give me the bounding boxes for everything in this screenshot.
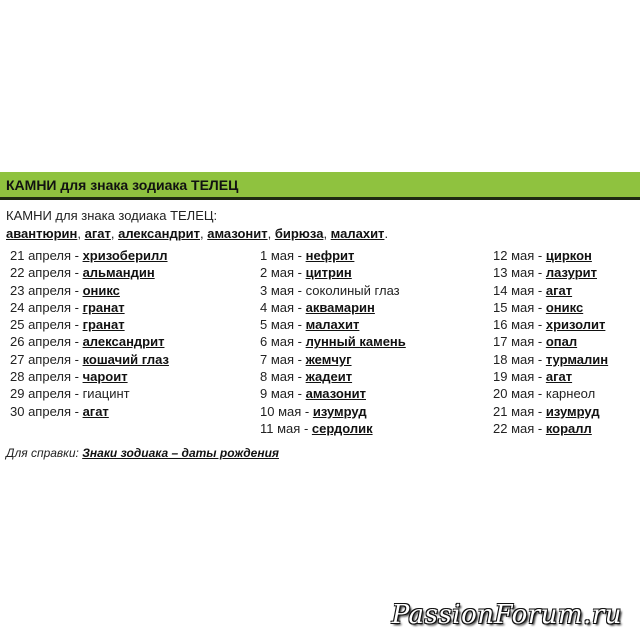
date-label: 5 мая <box>260 317 295 333</box>
stone-name[interactable]: агат <box>545 282 573 298</box>
dash-separator: - <box>71 248 83 263</box>
dash-separator: - <box>534 420 546 436</box>
date-label: 28 апреля <box>10 369 71 385</box>
stone-name[interactable]: изумруд <box>545 403 600 419</box>
dash-separator: - <box>534 351 546 367</box>
date-label: 1 мая <box>260 248 295 263</box>
dash-separator: - <box>71 299 83 315</box>
stone-name[interactable]: агат <box>82 403 109 419</box>
date-label: 10 мая <box>260 403 302 419</box>
date-stone-row <box>10 385 169 402</box>
date-label: 9 мая <box>260 386 295 402</box>
stone-name[interactable]: турмалин <box>545 351 609 367</box>
stone-name[interactable]: жадеит <box>305 369 353 385</box>
date-stone-row <box>260 299 406 316</box>
column-april <box>10 247 169 420</box>
stone-name[interactable]: чароит <box>82 369 128 385</box>
stone-name[interactable]: изумруд <box>312 403 367 419</box>
date-stone-row <box>10 264 169 281</box>
dash-separator: - <box>534 248 546 263</box>
stone-link[interactable]: амазонит <box>207 226 268 241</box>
dash-separator: - <box>294 351 306 367</box>
stone-name[interactable]: сердолик <box>311 420 373 436</box>
date-stone-row <box>493 403 608 420</box>
date-label: 13 мая <box>493 265 535 281</box>
stone-name[interactable]: жемчуг <box>305 351 352 367</box>
date-label: 29 апреля <box>10 386 71 402</box>
stone-name[interactable]: цитрин <box>305 265 352 281</box>
date-label: 30 апреля <box>10 403 71 419</box>
date-label: 24 апреля <box>10 299 71 315</box>
date-label: 11 мая <box>260 420 301 436</box>
date-stone-row <box>260 368 406 385</box>
date-label: 27 апреля <box>10 351 71 367</box>
dash-separator: - <box>534 334 546 350</box>
stone-name[interactable]: оникс <box>545 299 584 315</box>
stone-name[interactable]: малахит <box>305 317 360 333</box>
stone-name[interactable]: кошачий глаз <box>82 351 169 367</box>
date-stone-row <box>493 264 608 281</box>
stones-list <box>6 226 388 241</box>
stone-name[interactable]: амазонит <box>305 386 366 402</box>
date-label: 20 мая <box>493 386 535 402</box>
date-stone-row <box>260 282 406 299</box>
stone-name[interactable]: александрит <box>82 334 165 350</box>
dash-separator: - <box>294 369 306 385</box>
date-label: 7 мая <box>260 351 295 367</box>
stone-separator: , <box>110 226 119 241</box>
date-stone-row <box>260 403 406 420</box>
date-stone-row <box>10 403 169 420</box>
dash-separator: - <box>534 299 546 315</box>
stone-name[interactable]: гранат <box>82 299 125 315</box>
stone-separator: , <box>200 226 208 241</box>
reference-line <box>6 446 279 460</box>
date-label: 12 мая <box>493 248 535 263</box>
date-stone-row <box>10 368 169 385</box>
date-label: 19 мая <box>493 369 535 385</box>
dash-separator: - <box>71 282 83 298</box>
page-title: КАМНИ для знака зодиака ТЕЛЕЦ <box>6 177 239 193</box>
intro-text: КАМНИ для знака зодиака ТЕЛЕЦ: <box>6 208 218 223</box>
dash-separator: - <box>534 386 546 402</box>
dash-separator: - <box>294 299 306 315</box>
dash-separator: - <box>71 403 83 419</box>
column-may-late <box>493 247 608 437</box>
dash-separator: - <box>294 334 306 350</box>
reference-label: Для справки: <box>6 446 79 460</box>
header-bar <box>0 172 640 200</box>
dash-separator: - <box>71 386 83 402</box>
stone-separator: , <box>323 226 331 241</box>
date-stone-row <box>493 368 608 385</box>
stone-name[interactable]: хризоберилл <box>82 248 168 263</box>
date-label: 23 апреля <box>10 282 71 298</box>
date-stone-row <box>493 351 608 368</box>
date-stone-row <box>493 247 608 264</box>
dash-separator: - <box>534 317 546 333</box>
stone-separator: , <box>267 226 275 241</box>
dash-separator: - <box>71 334 83 350</box>
stone-name[interactable]: хризолит <box>545 317 606 333</box>
date-label: 16 мая <box>493 317 535 333</box>
dash-separator: - <box>294 317 306 333</box>
date-stone-row <box>260 385 406 402</box>
date-label: 8 мая <box>260 369 295 385</box>
date-label: 15 мая <box>493 299 535 315</box>
dash-separator: - <box>71 265 83 281</box>
date-stone-row <box>10 333 169 350</box>
date-stone-row <box>260 351 406 368</box>
date-stone-row <box>260 420 406 437</box>
stone-link[interactable]: авантюрин <box>6 226 78 241</box>
date-label: 26 апреля <box>10 334 71 350</box>
stone-name: соколиный глаз <box>305 282 400 298</box>
stone-name[interactable]: лазурит <box>545 265 597 281</box>
dash-separator: - <box>534 403 546 419</box>
date-stone-row <box>493 333 608 350</box>
stone-name[interactable]: коралл <box>545 420 592 436</box>
stone-name: карнеол <box>545 386 596 402</box>
stone-name[interactable]: аквамарин <box>305 299 375 315</box>
dash-separator: - <box>534 265 546 281</box>
zodiac-stones-panel <box>0 172 640 472</box>
stone-link[interactable]: бирюза <box>274 226 324 241</box>
date-stone-row <box>493 299 608 316</box>
dash-separator: - <box>294 265 306 281</box>
stone-name[interactable]: оникс <box>82 282 120 298</box>
stone-name[interactable]: нефрит <box>305 248 355 263</box>
date-label: 21 апреля <box>10 248 71 263</box>
date-stone-row <box>493 420 608 437</box>
stone-link[interactable]: александрит <box>118 226 201 241</box>
date-stone-row <box>10 282 169 299</box>
date-stone-row <box>493 282 608 299</box>
stone-name[interactable]: гранат <box>82 317 125 333</box>
dash-separator: - <box>294 386 306 402</box>
dash-separator: - <box>534 369 546 385</box>
date-stone-row <box>260 333 406 350</box>
date-label: 3 мая <box>260 282 295 298</box>
stone-separator: , <box>77 226 85 241</box>
date-label: 22 мая <box>493 420 535 436</box>
date-stone-row <box>10 316 169 333</box>
date-stone-row <box>10 299 169 316</box>
stone-name[interactable]: циркон <box>545 248 592 263</box>
date-stone-row <box>260 264 406 281</box>
dash-separator: - <box>300 420 312 436</box>
dash-separator: - <box>301 403 313 419</box>
date-label: 18 мая <box>493 351 535 367</box>
date-label: 17 мая <box>493 334 535 350</box>
column-may-early <box>260 247 406 437</box>
stone-link[interactable]: малахит <box>330 226 385 241</box>
stone-separator: . <box>384 226 389 241</box>
date-label: 22 апреля <box>10 265 71 281</box>
date-label: 4 мая <box>260 299 295 315</box>
date-stone-row <box>260 316 406 333</box>
stone-name[interactable]: альмандин <box>82 265 155 281</box>
dash-separator: - <box>294 282 306 298</box>
date-label: 21 мая <box>493 403 535 419</box>
stone-name[interactable]: лунный камень <box>305 334 406 350</box>
date-stone-row <box>493 385 608 402</box>
reference-link[interactable]: Знаки зодиака – даты рождения <box>82 446 279 460</box>
date-stone-row <box>10 247 169 264</box>
stone-name[interactable]: агат <box>545 369 573 385</box>
dash-separator: - <box>71 369 83 385</box>
dash-separator: - <box>71 317 83 333</box>
dash-separator: - <box>534 282 546 298</box>
dash-separator: - <box>294 248 306 263</box>
watermark-logo: PassionForum.ru <box>391 600 622 630</box>
stone-name: гиацинт <box>82 386 130 402</box>
date-stone-row <box>10 351 169 368</box>
dash-separator: - <box>71 351 83 367</box>
stone-name[interactable]: опал <box>545 334 578 350</box>
date-stone-row <box>493 316 608 333</box>
date-label: 6 мая <box>260 334 295 350</box>
stone-link[interactable]: агат <box>84 226 111 241</box>
date-label: 25 апреля <box>10 317 71 333</box>
date-label: 2 мая <box>260 265 295 281</box>
date-stone-row <box>260 247 406 264</box>
date-label: 14 мая <box>493 282 535 298</box>
